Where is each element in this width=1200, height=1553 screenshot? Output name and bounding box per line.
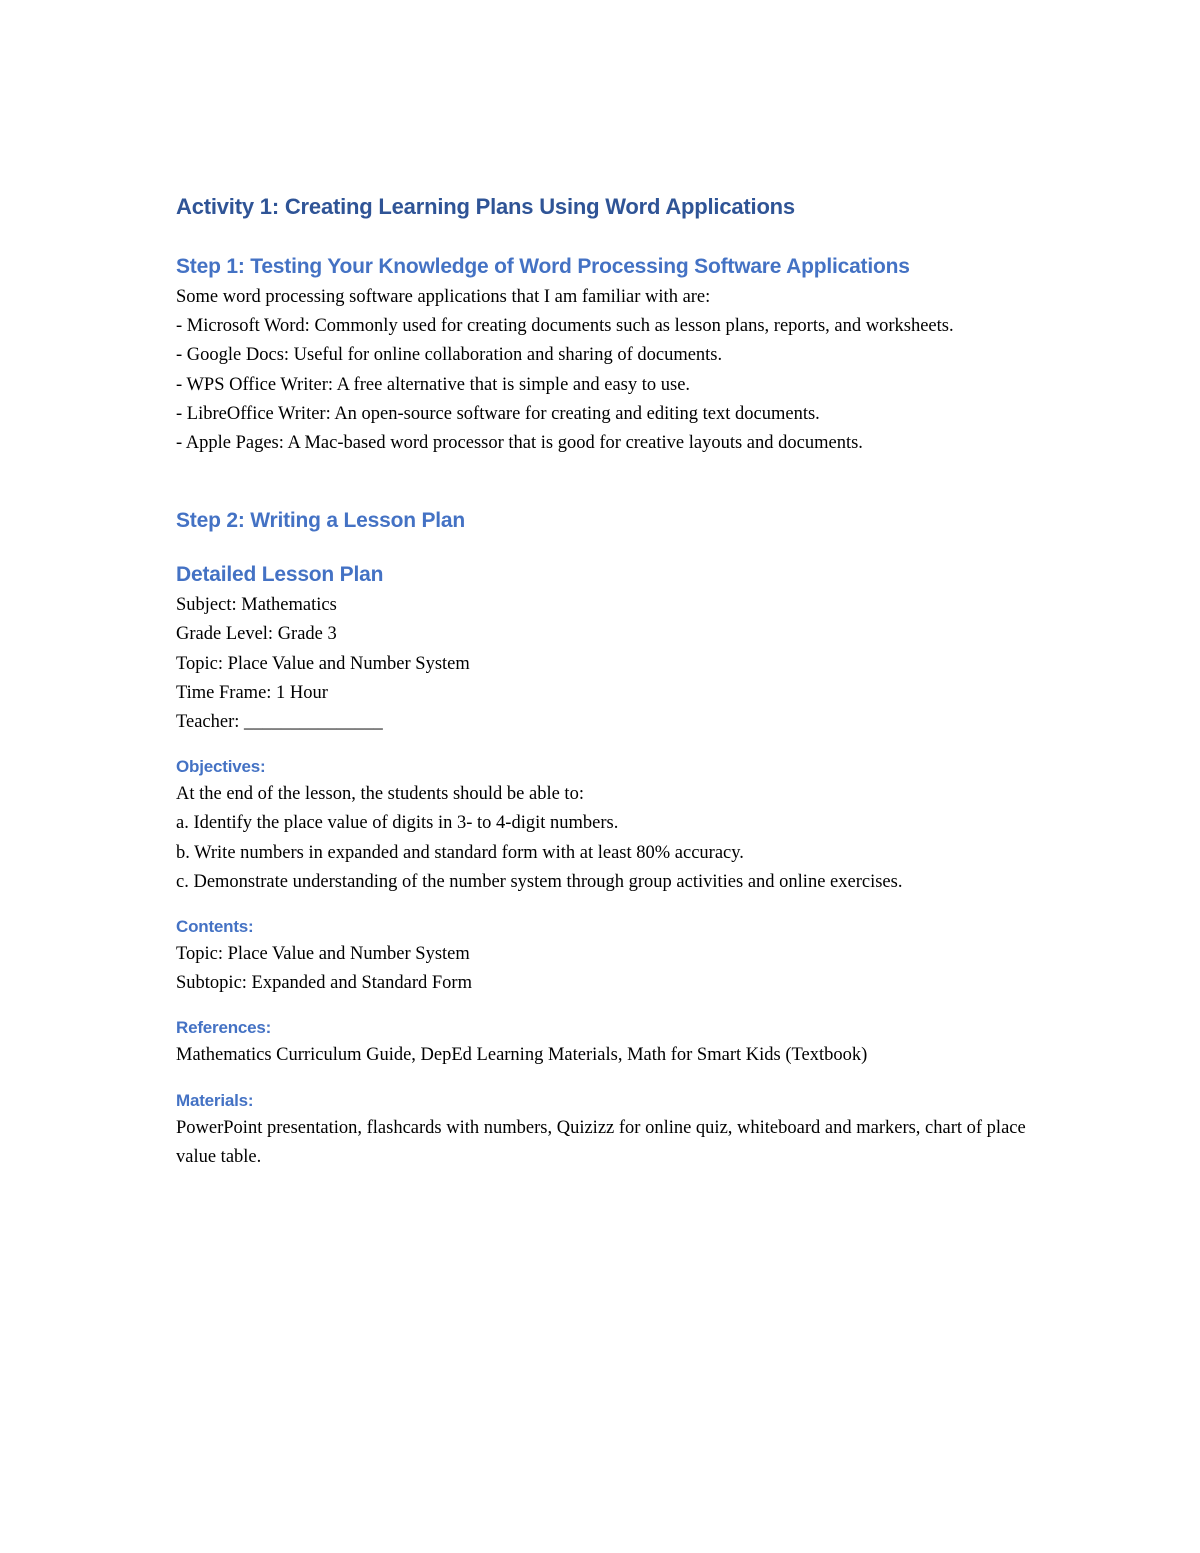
references-heading: References: bbox=[176, 1018, 272, 1038]
objectives-intro: At the end of the lesson, the students should be able to: bbox=[176, 784, 584, 805]
list-item: - Google Docs: Useful for online collaboration and sharing of documents. bbox=[176, 345, 723, 366]
lesson-teacher: Teacher: _______________ bbox=[176, 712, 383, 733]
lesson-time-frame: Time Frame: 1 Hour bbox=[176, 682, 328, 703]
contents-topic: Topic: Place Value and Number System bbox=[176, 944, 470, 965]
lesson-subject: Subject: Mathematics bbox=[176, 595, 337, 616]
contents-heading: Contents: bbox=[176, 917, 254, 937]
lesson-plan-heading: Detailed Lesson Plan bbox=[176, 563, 384, 587]
materials-heading: Materials: bbox=[176, 1090, 254, 1110]
references-text: Mathematics Curriculum Guide, DepEd Learning Materials, Math for Smart Kids (Textbook) bbox=[176, 1045, 868, 1066]
lesson-grade-level: Grade Level: Grade 3 bbox=[176, 624, 337, 645]
objectives-heading: Objectives: bbox=[176, 757, 266, 777]
step1-intro: Some word processing software applications that I am familiar with are: bbox=[176, 287, 711, 307]
materials-text: PowerPoint presentation, flashcards with numbers, Quizizz for online quiz, whiteboard and markers, chart of place value table. bbox=[176, 1117, 1026, 1167]
list-item: - Microsoft Word: Commonly used for creating documents such as lesson plans, reports, and worksheets. bbox=[176, 316, 954, 337]
list-item: c. Demonstrate understanding of the number system through group activities and online exercises. bbox=[176, 871, 903, 892]
list-item: b. Write numbers in expanded and standard form with at least 80% accuracy. bbox=[176, 842, 744, 863]
list-item: - WPS Office Writer: A free alternative that is simple and easy to use. bbox=[176, 374, 691, 395]
list-item: - LibreOffice Writer: An open-source software for creating and editing text documents. bbox=[176, 403, 820, 424]
document-body bbox=[176, 190, 1036, 1172]
contents-subtopic: Subtopic: Expanded and Standard Form bbox=[176, 973, 472, 994]
step2-heading: Step 2: Writing a Lesson Plan bbox=[176, 509, 466, 533]
document-title: Activity 1: Creating Learning Plans Using Word Applications bbox=[176, 194, 795, 219]
step1-heading: Step 1: Testing Your Knowledge of Word Processing Software Applications bbox=[176, 255, 910, 278]
list-item: a. Identify the place value of digits in 3- to 4-digit numbers. bbox=[176, 813, 619, 834]
lesson-topic: Topic: Place Value and Number System bbox=[176, 653, 470, 674]
list-item: - Apple Pages: A Mac-based word processor that is good for creative layouts and documents. bbox=[176, 433, 863, 454]
